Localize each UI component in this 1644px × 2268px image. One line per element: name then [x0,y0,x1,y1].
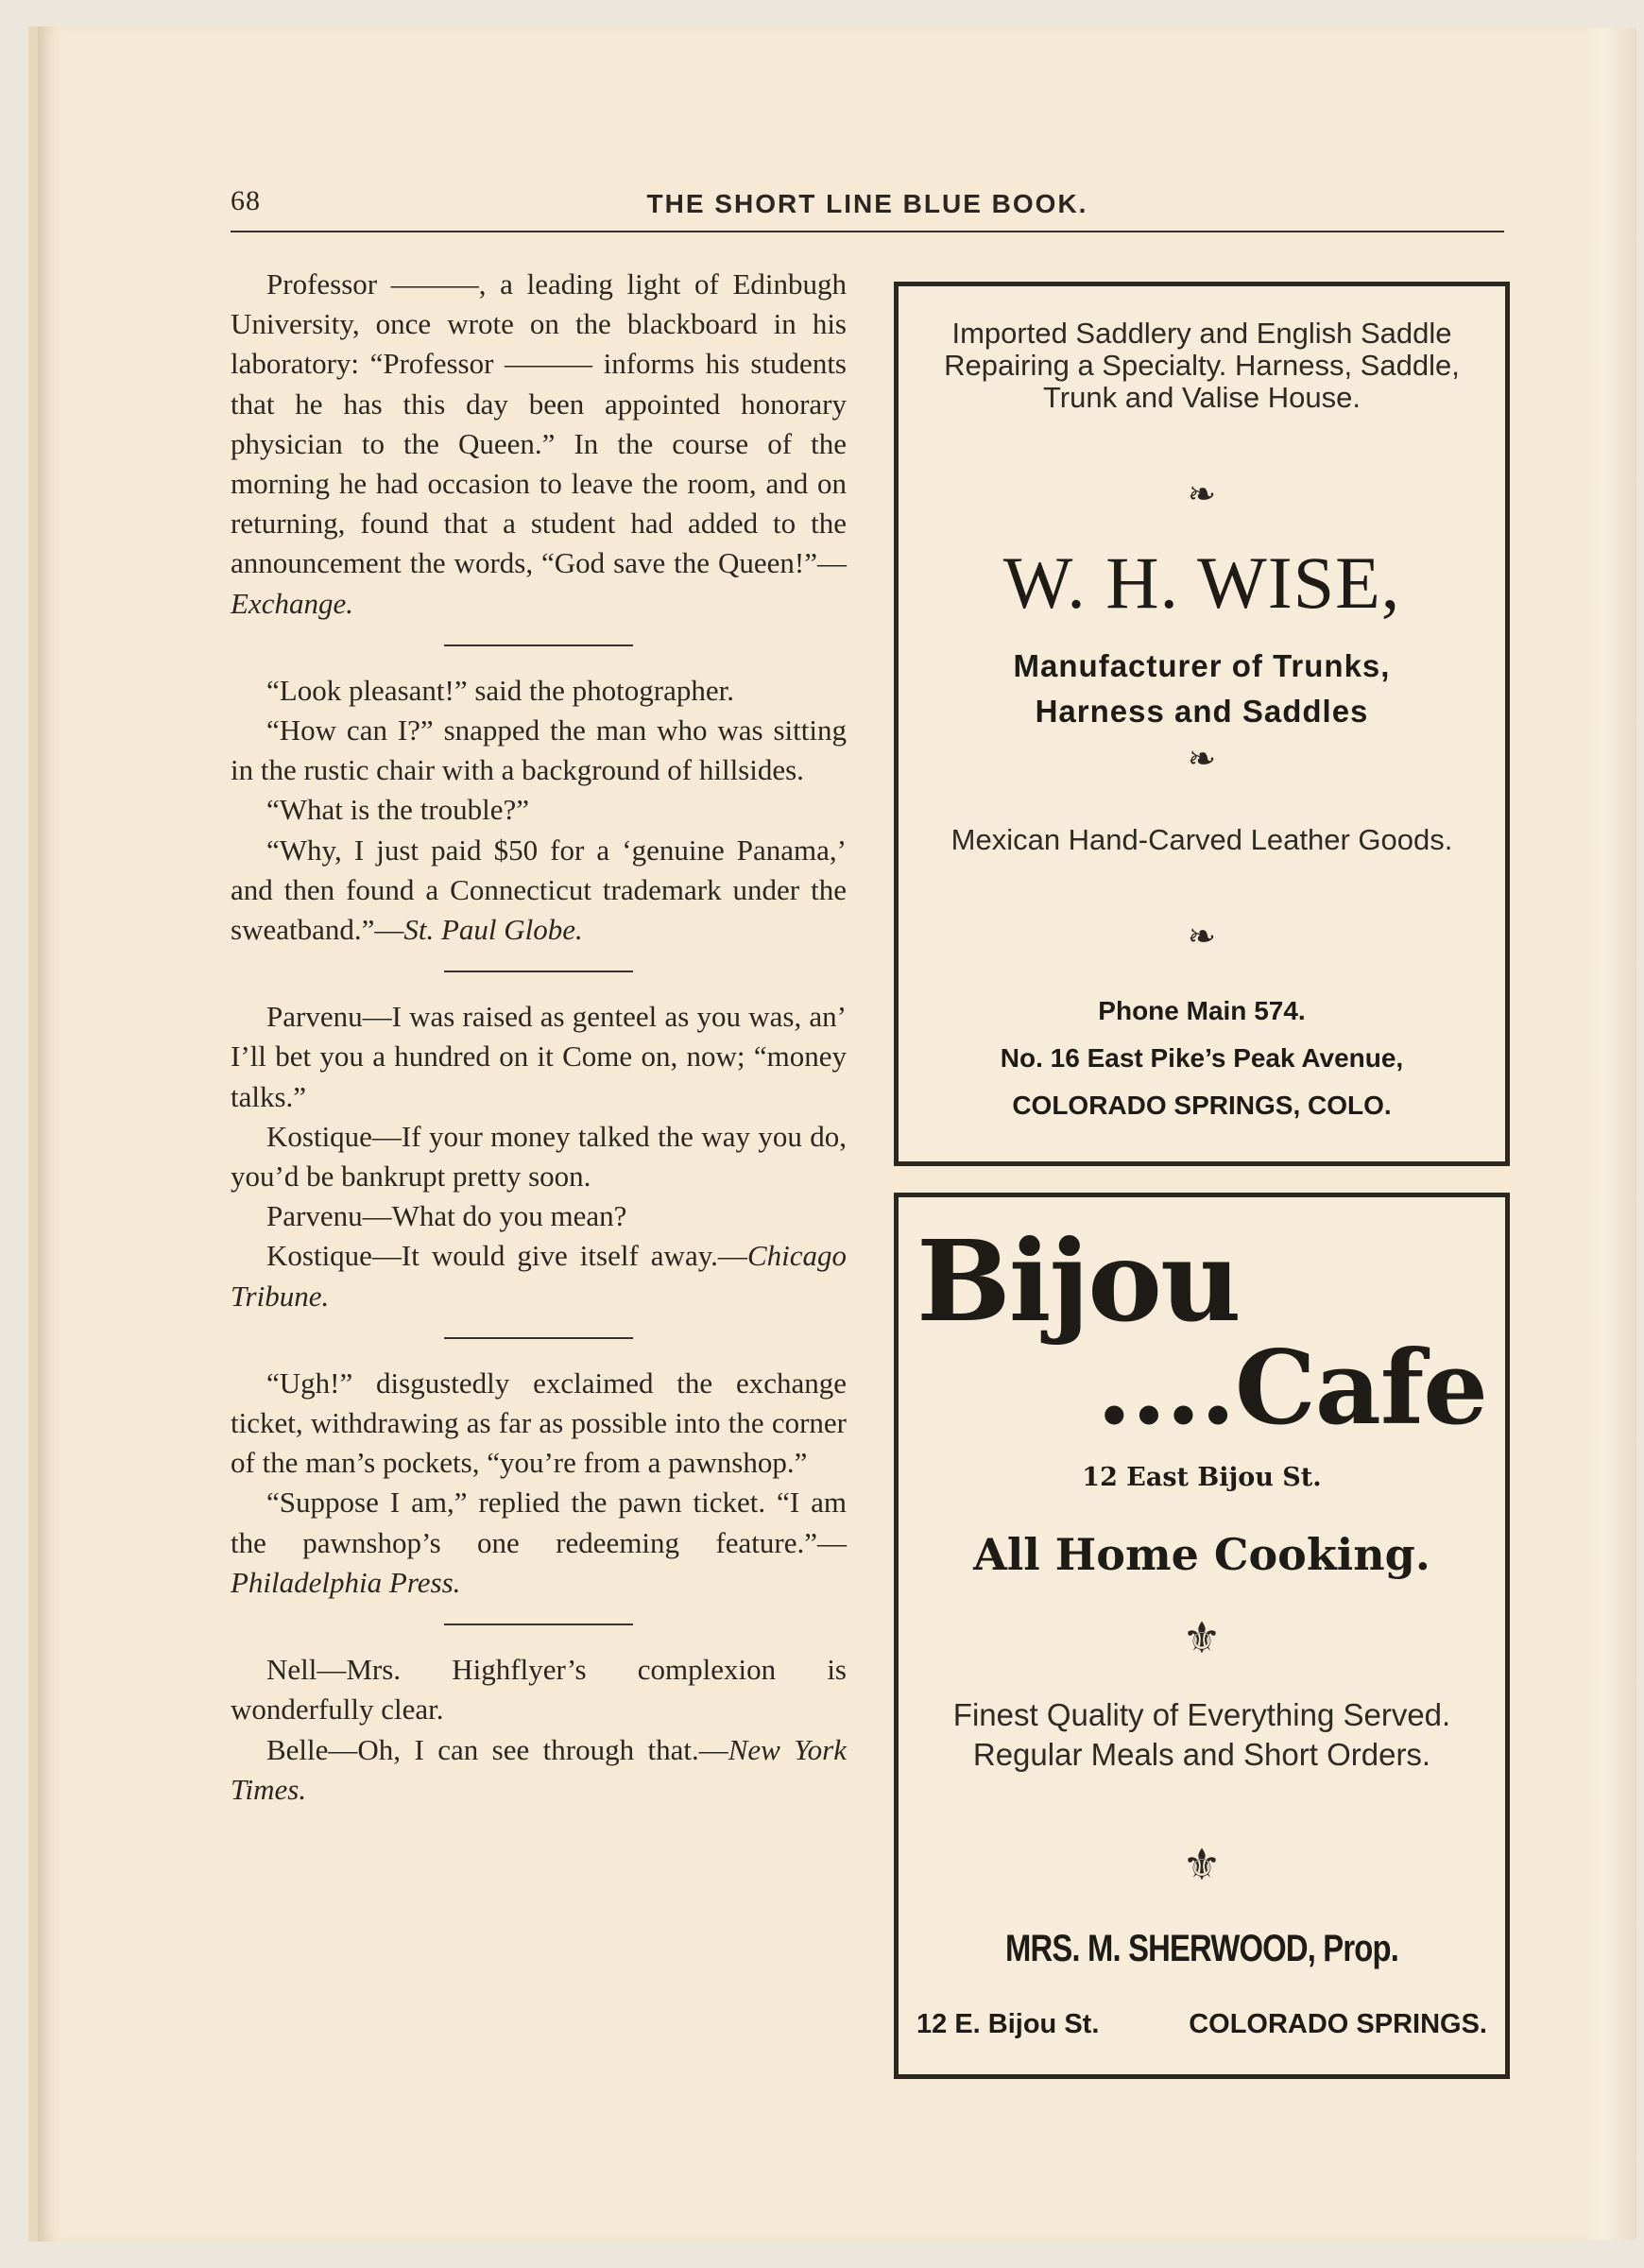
text-column [231,265,847,1810]
source-credit: Chicago Tribune. [231,1239,847,1313]
source-credit: New York Times. [231,1732,847,1806]
source-credit: Philadelphia Press. [231,1565,461,1599]
dialogue-kostique-1: Kostique—If your money talked the way you do, you’d be bankrupt pretty soon. [231,1119,847,1194]
business-name: W. H. WISE, [1002,541,1401,624]
running-title: THE SHORT LINE BLUE BOOK. [646,189,1088,218]
anecdote-photographer-4 [231,831,847,951]
cafe-name: Bijou [916,1215,1240,1347]
cafe-address: 12 East Bijou St. [1082,1463,1322,1492]
anecdote-text: “Suppose I am,” replied the pawn ticket. “I am the pawnshop’s one redeeming feature.”— [231,1486,847,1559]
anecdote-pawn-1: “Ugh!” disgustedly exclaimed the exchange ticket, withdrawing as far as possible into the corner of the man’s pockets, “you’re from a pawnshop.” [231,1366,847,1480]
proprietor-name: MRS. M. SHERWOOD, Prop. [1004,1928,1399,1969]
business-subtitle-2: Harness and Saddles [1035,694,1369,729]
anecdote-professor [231,265,847,624]
ad-intro-text: Imported Saddlery and English Saddle Repairing a Specialty. Harness, Saddle, Trunk and Valise House. [944,317,1460,414]
leaf-ornament-icon: ❧ [1187,740,1217,778]
dialogue-kostique-2 [231,1236,847,1315]
footer-address: 12 E. Bijou St. [916,2009,1100,2039]
footer-city: COLORADO SPRINGS. [1189,2009,1487,2039]
page-number: 68 [231,185,261,216]
section-divider [444,1624,633,1625]
fleur-de-lis-icon: ⚜ [1182,1841,1222,1889]
phone-number: Phone Main 574. [1098,996,1306,1025]
dialogue-belle [231,1730,847,1810]
page-header [231,185,1504,232]
city-line: COLORADO SPRINGS, COLO. [1012,1091,1392,1120]
street-address: No. 16 East Pike’s Peak Avenue, [1000,1043,1404,1073]
section-divider [444,1337,633,1339]
dialogue-text: Kostique—It would give itself away.— [266,1239,747,1273]
leaf-ornament-icon: ❧ [1187,475,1217,513]
dialogue-parvenu-1: Parvenu—I was raised as genteel as you was, an’ I’ll bet you a hundred on it Come on, now; “money talks.” [231,1000,847,1113]
section-divider [444,971,633,972]
source-credit: Exchange. [231,586,353,620]
cafe-footer [916,2009,1487,2040]
advertisement-bijou-cafe [894,1193,1510,2079]
dialogue-text: Belle—Oh, I can see through that.— [266,1732,728,1766]
source-credit: St. Paul Globe. [403,913,583,947]
cafe-word: ....Cafe [1096,1329,1487,1448]
anecdote-text: Professor ———, a leading light of Edinbugh University, once wrote on the blackboard in his laboratory: “Professor ——— informs his students that he has this day been appointed honorary physician to the Queen.” In the course of the morning he had occasion to leave the room, and on returning, found that a student had added to the announcement the words, “God save the Queen!”— [231,267,847,580]
anecdote-photographer-3: “What is the trouble?” [266,793,530,827]
anecdote-text: “Why, I just paid $50 for a ‘genuine Panama,’ and then found a Connecticut trademark under the sweatband.”— [231,833,847,947]
leaf-ornament-icon: ❧ [1187,918,1217,955]
dialogue-parvenu-2: Parvenu—What do you mean? [266,1199,627,1233]
anecdote-pawn-2 [231,1483,847,1603]
advertisement-wise [894,282,1510,1166]
ad-goods-text: Mexican Hand-Carved Leather Goods. [950,823,1453,856]
cafe-tagline: All Home Cooking. [973,1529,1430,1580]
section-divider [444,644,633,646]
anecdote-photographer-1: “Look pleasant!” said the photographer. [266,673,734,707]
dialogue-nell: Nell—Mrs. Highflyer’s complexion is wonderfully clear. [231,1653,847,1727]
fleur-de-lis-icon: ⚜ [1182,1614,1222,1662]
page-edge [1580,28,1636,2240]
anecdote-photographer-2: “How can I?” snapped the man who was sitting in the rustic chair with a background of hillsides. [231,713,847,787]
cafe-service-text: Finest Quality of Everything Served. Regular Meals and Short Orders. [952,1697,1451,1772]
business-subtitle-1: Manufacturer of Trunks, [1013,648,1391,683]
